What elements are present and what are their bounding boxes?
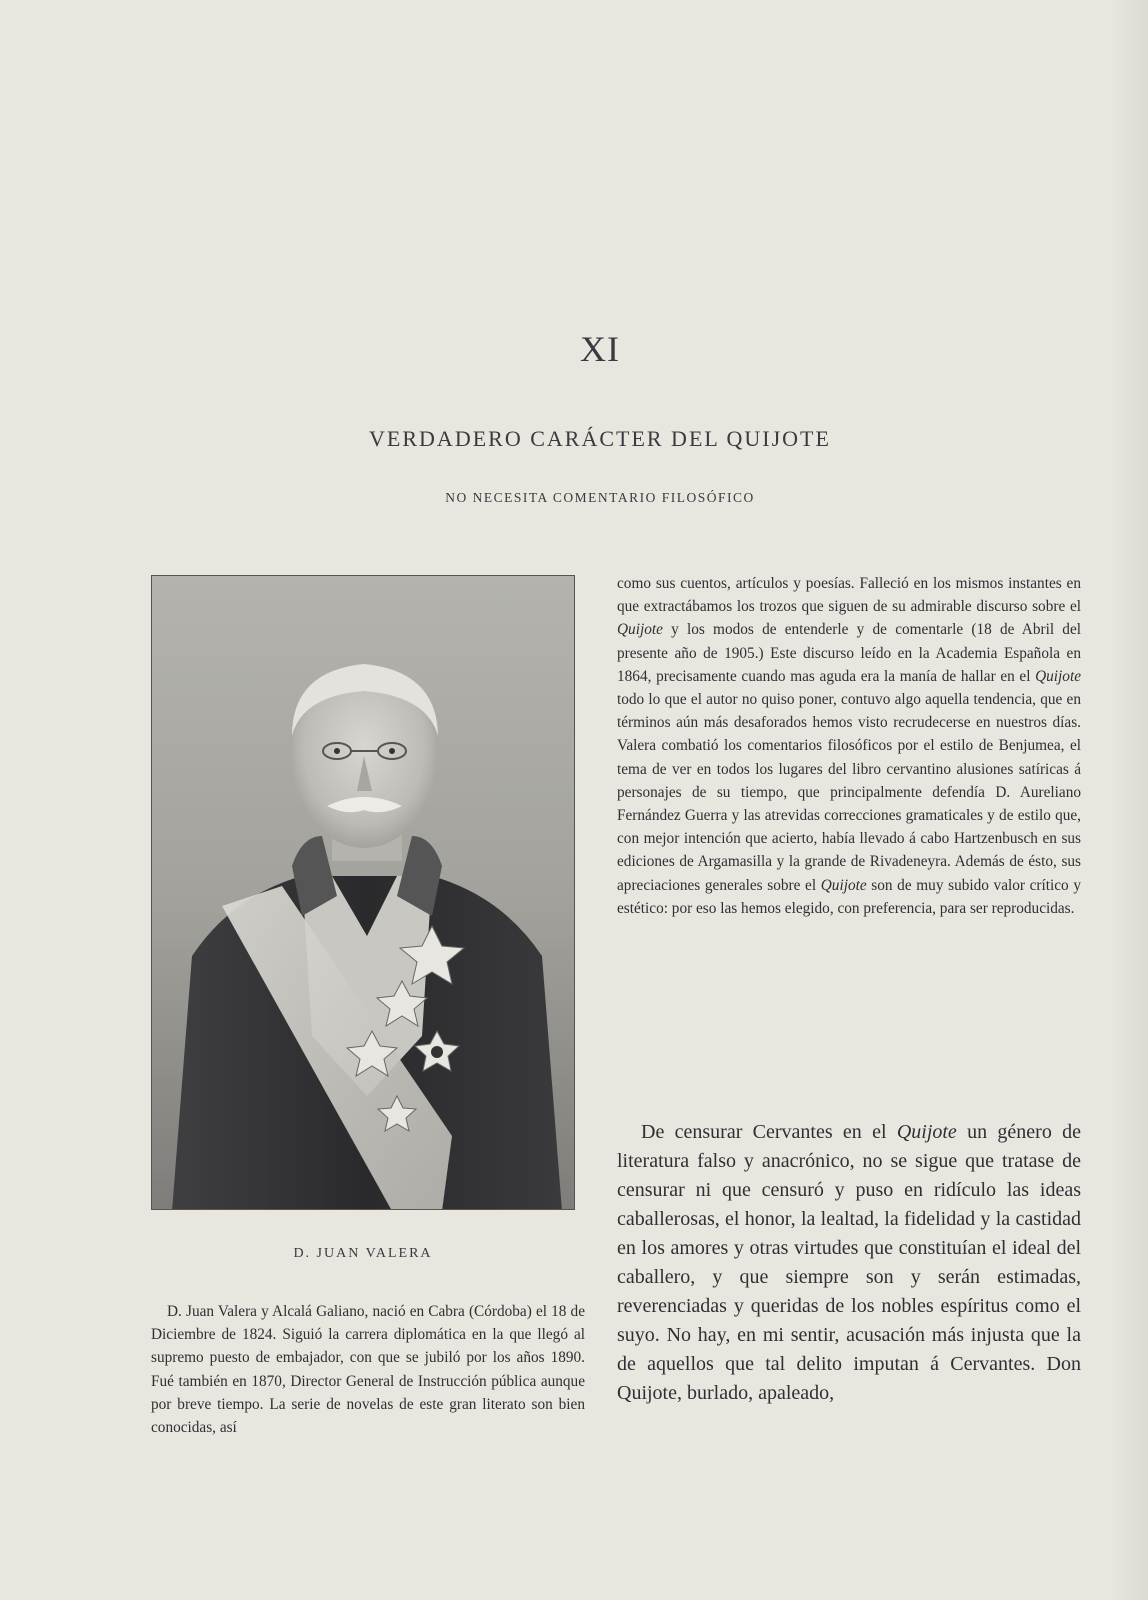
body-quijote: Quijote [896,1121,957,1143]
intro-quijote-3: Quijote [820,876,867,894]
intro-quijote-2: Quijote [1035,667,1081,685]
intro-text-1: como sus cuentos, artículos y poesías. Falleció en los mismos instantes en que extractábamos los trozos que siguen de su admirable discurso sobre el [617,575,1081,616]
chapter-subtitle: NO NECESITA COMENTARIO FILOSÓFICO [445,490,755,505]
intro-paragraph [617,572,1081,920]
portrait-illustration [152,576,575,1210]
intro-quijote-1: Quijote [617,621,663,639]
portrait-caption: D. JUAN VALERA [293,1246,433,1261]
portrait-photo [151,575,575,1210]
body-text-1: De censurar Cervantes en el [641,1121,897,1143]
page-edge-shadow [1108,0,1148,1600]
body-paragraph [617,1118,1081,1408]
chapter-title: VERDADERO CARÁCTER DEL QUIJOTE [369,426,831,451]
body-text-2: un género de literatura falso y anacrónico, no se sigue que tratase de censurar ni que censuró y puso en ridículo las ideas caballerosas, el honor, la lealtad, la fidelidad y la castidad en los amores y otras virtudes que constituían el ideal del caballero, y que siempre son y serán estimadas, reverenciadas y queridas de los nobles espíritus como el suyo. No hay, en mi sentir, acusación más injusta que la de aquellos que tal delito imputan á Cervantes. Don Quijote, burlado, apaleado, [617,1121,1081,1404]
intro-column [617,572,1081,920]
chapter-number: XI [580,329,620,369]
biography-paragraph: D. Juan Valera y Alcalá Galiano, nació en Cabra (Córdoba) el 18 de Diciembre de 1824. Siguió la carrera diplomática en la que llegó al supremo puesto de embajador, con que se jubiló por los años 1890. Fué también en 1870, Director General de Instrucción pública aunque por breve tiempo. La serie de novelas de este gran literato son bien conocidas, así [151,1303,585,1437]
intro-text-4: son de muy subido valor crítico y estético: por eso las hemos elegido, con preferencia, para ser reproducidas. [617,876,1081,917]
intro-text-2: y los modos de entenderle y de comentarle (18 de Abril del presente año de 1905.) Este discurso leído en la Academia Española en 1864, precisamente cuando mas aguda era la manía de hallar en el [617,621,1081,685]
intro-text-3: todo lo que el autor no quiso poner, contuvo algo aquella tendencia, que en términos aún más desaforados hemos visto recrudecerse en nuestros días. Valera combatió los comentarios filosóficos por el estilo de Benjumea, el tema de ver en todos los lugares del libro cervantino alusiones satíricas á personajes de su tiempo, que principalmente defendía D. Aureliano Fernández Guerra y las atrevidas correcciones gramaticales y de estilo que, con mejor intención que acierto, había llevado á cabo Hartzenbusch en sus ediciones de Argamasilla y la grande de Rivadeneyra. Además de ésto, sus apreciaciones generales sobre el [617,691,1081,894]
